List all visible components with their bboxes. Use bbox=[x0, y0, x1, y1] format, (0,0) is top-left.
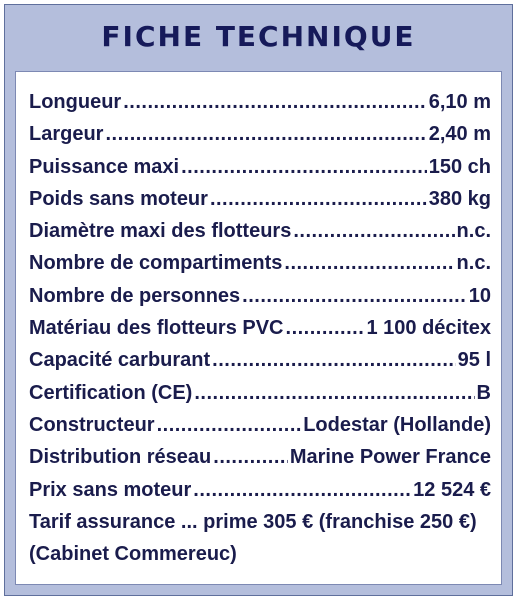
dot-leader bbox=[213, 441, 288, 473]
spec-row-diametre bbox=[29, 215, 491, 247]
spec-label: Certification (CE) bbox=[29, 381, 193, 404]
dot-leader bbox=[105, 118, 426, 150]
spec-label: Puissance maxi bbox=[29, 155, 180, 178]
spec-value: 10 bbox=[468, 284, 491, 307]
spec-value: Lodestar (Hollande) bbox=[303, 413, 491, 436]
dot-leader bbox=[242, 280, 467, 312]
spec-value: 12 524 € bbox=[413, 478, 491, 501]
spec-panel bbox=[15, 71, 502, 585]
spec-value: n.c. bbox=[456, 220, 491, 243]
spec-row-compartiments bbox=[29, 247, 491, 279]
spec-value: n.c. bbox=[456, 252, 491, 275]
spec-row-poids bbox=[29, 183, 491, 215]
spec-value: 380 kg bbox=[428, 187, 491, 210]
dot-leader bbox=[193, 474, 411, 506]
dot-leader bbox=[284, 247, 454, 279]
insurance-broker: (Cabinet Commereuc) bbox=[29, 543, 237, 566]
dot-leader bbox=[212, 344, 455, 376]
spec-sheet-frame bbox=[4, 4, 513, 596]
dot-leader bbox=[123, 86, 427, 118]
spec-label: Prix sans moteur bbox=[29, 478, 192, 501]
spec-value: 2,40 m bbox=[428, 123, 491, 146]
spec-row-constructeur bbox=[29, 409, 491, 441]
spec-list bbox=[29, 86, 491, 570]
spec-value: 95 l bbox=[457, 349, 491, 372]
spec-row-puissance bbox=[29, 151, 491, 183]
spec-label: Diamètre maxi des flotteurs bbox=[29, 220, 292, 243]
spec-label: Matériau des flotteurs PVC bbox=[29, 317, 284, 340]
spec-row-distribution bbox=[29, 441, 491, 473]
dot-leader bbox=[210, 183, 427, 215]
spec-row-carburant bbox=[29, 344, 491, 376]
spec-label: Nombre de compartiments bbox=[29, 252, 283, 275]
sheet-title: FICHE TECHNIQUE bbox=[101, 20, 416, 53]
spec-value: B bbox=[476, 381, 491, 404]
spec-value: Marine Power France bbox=[289, 446, 491, 469]
dot-leader bbox=[181, 151, 427, 183]
spec-row-largeur bbox=[29, 118, 491, 150]
spec-row-prix bbox=[29, 474, 491, 506]
dot-leader bbox=[293, 215, 454, 247]
dot-leader bbox=[157, 409, 302, 441]
spec-label: Capacité carburant bbox=[29, 349, 211, 372]
spec-label: Poids sans moteur bbox=[29, 187, 208, 210]
dot-leader bbox=[194, 377, 474, 409]
spec-value: 1 100 décitex bbox=[366, 317, 491, 340]
spec-row-materiau bbox=[29, 312, 491, 344]
spec-label: Largeur bbox=[29, 123, 104, 146]
spec-label: Nombre de personnes bbox=[29, 284, 241, 307]
spec-value: 6,10 m bbox=[428, 91, 491, 113]
dot-leader bbox=[286, 312, 365, 344]
spec-label: Longueur bbox=[29, 91, 122, 113]
spec-row-personnes bbox=[29, 280, 491, 312]
insurance-line: Tarif assurance ... prime 305 € (franchise 250 €) bbox=[29, 510, 477, 533]
spec-row-certification bbox=[29, 377, 491, 409]
spec-label: Distribution réseau bbox=[29, 446, 212, 469]
spec-row-longueur bbox=[29, 86, 491, 118]
spec-label: Constructeur bbox=[29, 413, 155, 436]
spec-value: 150 ch bbox=[428, 155, 491, 178]
